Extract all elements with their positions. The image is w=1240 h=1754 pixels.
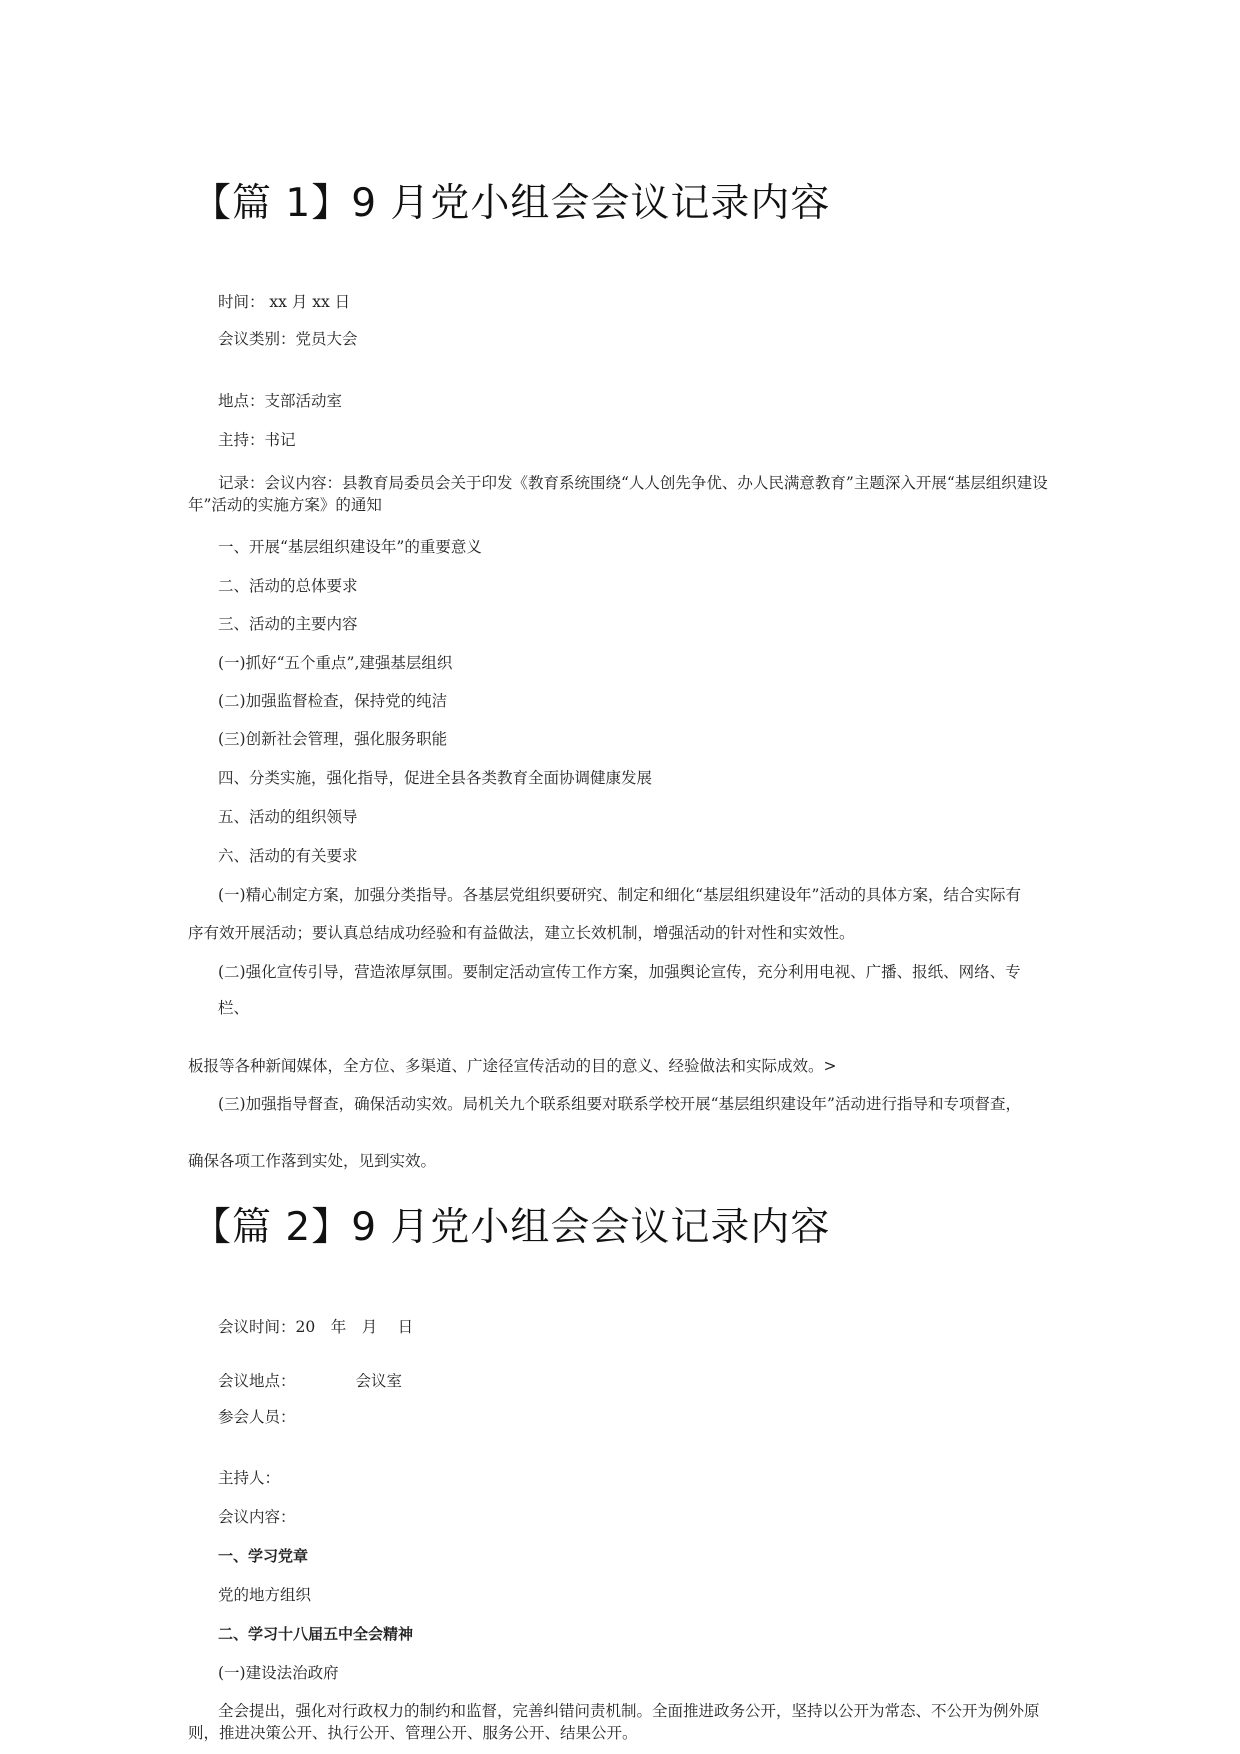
part1-req2-line1: (二)强化宣传引导，营造浓厚氛围。要制定活动宣传工作方案，加强舆论宣传，充分利用电视、广播、报纸、网络、专: [218, 963, 1021, 981]
part2-host: 主持人：: [218, 1469, 281, 1487]
part1-item: (二)加强监督检查，保持党的纯洁: [218, 692, 448, 710]
part1-title: 【篇 1】9 月党小组会会议记录内容: [192, 181, 831, 226]
part1-item: 二、活动的总体要求: [218, 577, 358, 595]
part1-host: 主持：书记: [218, 431, 296, 449]
part1-req1-line1: (一)精心制定方案，加强分类指导。各基层党组织要研究、制定和细化“基层组织建设年”活动的具体方案，结合实际有: [218, 886, 1021, 904]
part2-section2-sub: (一)建设法治政府: [218, 1664, 339, 1682]
part1-item: 四、分类实施，强化指导，促进全县各类教育全面协调健康发展: [218, 769, 653, 787]
part1-req1-line2: 序有效开展活动；要认真总结成功经验和有益做法，建立长效机制，增强活动的针对性和实效性。: [188, 924, 855, 942]
part2-title: 【篇 2】9 月党小组会会议记录内容: [192, 1205, 831, 1250]
part1-item: (三)创新社会管理，强化服务职能: [218, 730, 448, 748]
part1-category: 会议类别：党员大会: [218, 330, 358, 348]
part2-time: 会议时间：20 年 月 日: [218, 1318, 414, 1336]
part2-section1-text: 党的地方组织: [218, 1586, 312, 1604]
part1-req3-line1: (三)加强指导督查，确保活动实效。局机关九个联系组要对联系学校开展“基层组织建设年”活动进行指导和专项督查，: [218, 1095, 1021, 1113]
part1-item: 五、活动的组织领导: [218, 808, 358, 826]
part2-attendees: 参会人员：: [218, 1408, 296, 1426]
part1-time: 时间： xx 月 xx 日: [218, 293, 351, 311]
part1-req2-line2: 栏、: [218, 999, 250, 1017]
part2-place-label: 会议地点：: [218, 1372, 296, 1390]
part1-place: 地点：支部活动室: [218, 392, 343, 410]
part1-item: 六、活动的有关要求: [218, 847, 358, 865]
part1-record: 记录：会议内容：县教育局委员会关于印发《教育系统围绕“人人创先争优、办人民满意教育”主题深入开展“基层组织建设年”活动的实施方案》的通知: [188, 474, 1048, 514]
part2-section2-para: 全会提出，强化对行政权力的制约和监督，完善纠错问责机制。全面推进政务公开，坚持以公开为常态、不公开为例外原 则，推进决策公开、执行公开、管理公开、服务公开、结果公开。: [188, 1702, 1040, 1742]
part2-content: 会议内容：: [218, 1508, 296, 1526]
part1-item: 一、开展“基层组织建设年”的重要意义: [218, 538, 482, 556]
part2-place-value: 会议室: [355, 1372, 403, 1390]
part1-req2-line3: 板报等各种新闻媒体，全方位、多渠道、广途径宣传活动的目的意义、经验做法和实际成效。>: [188, 1057, 837, 1075]
part2-section2-heading: 二、学习十八届五中全会精神: [218, 1625, 414, 1643]
part1-item: 三、活动的主要内容: [218, 615, 358, 633]
part1-req3-line2: 确保各项工作落到实处，见到实效。: [188, 1152, 437, 1170]
part2-place: [218, 1370, 402, 1392]
part2-section1-heading: 一、学习党章: [218, 1547, 309, 1565]
part1-item: (一)抓好“五个重点”,建强基层组织: [218, 654, 453, 672]
